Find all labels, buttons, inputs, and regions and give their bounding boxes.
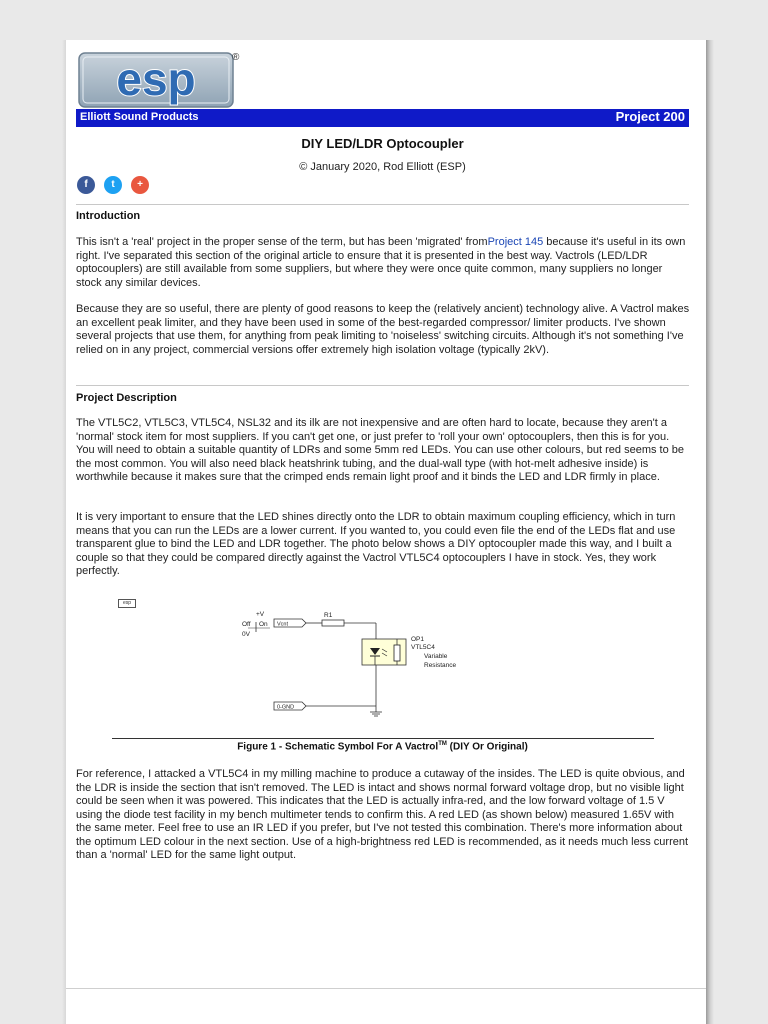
label-resistance: Resistance (424, 662, 457, 669)
esp-logo (78, 52, 234, 108)
logo-text: esp (116, 53, 196, 105)
label-variable: Variable (424, 653, 448, 660)
small-esp-logo: esp (118, 599, 136, 608)
label-off: Off (242, 621, 251, 628)
intro-paragraph-1 (76, 236, 690, 290)
section-divider (76, 385, 689, 386)
facebook-share-icon[interactable]: f (77, 176, 95, 194)
page-shadow-right[interactable] (706, 40, 714, 1024)
description-paragraph-1: The VTL5C2, VTL5C3, VTL5C4, NSL32 and its ilk are not inexpensive and are often hard to locate, because they aren't a 'normal' stock item for most suppliers. If you can't get one, or just prefer to 'roll your own' optocouplers, then this is for you. You will need to obtain a suitable quantity of LDRs and some 5mm red LEDs. You can use other colours, but red seems to be the most common. You will also need black heatshrink tubing, and the dual-wall type (with hot-melt adhesive inside) is worthwhile because it makes sure that the crimped ends remain light proof and it binds the LED and LDR firmly in place. (76, 417, 685, 483)
figure-caption (76, 741, 689, 752)
caption-tail: (DIY Or Original) (446, 741, 528, 753)
caption-tm: TM (438, 741, 447, 747)
registered-mark: ® (232, 52, 240, 63)
intro-text-end: because it's useful in its own right. I've separated this section of the original article to ensure that it is presented in the best way. Vactrols (LED/LDR optocouplers) are still available from some suppliers, but where they were once quite common, many suppliers no longer stock any similar devices. (76, 236, 686, 289)
label-op1: OP1 (411, 636, 425, 643)
figure-rule (112, 738, 654, 739)
intro-text-start: This isn't a 'real' project in the proper sense of the term, but has been 'migrated' from (76, 236, 488, 248)
caption-main: Figure 1 - Schematic Symbol For A Vactrol (237, 741, 439, 753)
label-vtl5c4: VTL5C4 (411, 644, 435, 651)
section-divider (76, 204, 689, 205)
brand-name: Elliott Sound Products (80, 111, 199, 123)
intro-heading: Introduction (76, 210, 141, 222)
description-paragraph-3: For reference, I attacked a VTL5C4 in my milling machine to produce a cutaway of the insides. The LED is quite obvious, and the LDR is inside the section that isn't removed. The LED is intact and shows normal forward voltage drop, but no visible light could be seen when it was powered. This indicates that the LED is actually infra-red, and the low forward voltage of 1.5 V using the diode test facility in my bench multimeter tends to confirm this. A red LED (as shown below) measured 1.65V with the same meter. Feel free to use an IR LED if you prefer, but I've not tested this combination. There's more information about the optimum LED colour in the next section. Use of a high-brightness red LED is recommended, as it needs much less current than a 'normal' LED for the same light output. (76, 768, 689, 861)
label-vcnt: Vcnt (277, 621, 289, 628)
page-bottom-divider (66, 988, 706, 989)
label-plus-v: +V (256, 611, 265, 618)
site-banner (76, 109, 689, 127)
label-r1: R1 (324, 612, 333, 619)
label-gnd: 0-GND (277, 704, 295, 711)
label-0v: 0V (242, 631, 250, 638)
page-title: DIY LED/LDR Optocoupler (301, 136, 464, 151)
description-heading: Project Description (76, 392, 177, 404)
twitter-share-icon[interactable]: t (104, 176, 122, 194)
label-on: On (259, 621, 268, 628)
byline: © January 2020, Rod Elliott (ESP) (299, 161, 466, 173)
vactrol-schematic (230, 608, 500, 720)
intro-paragraph-2: Because they are so useful, there are plenty of good reasons to keep the (relatively ancient) technology alive. A Vactrol makes an excellent peak limiter, and they have been used in some of the best-regarded compressor/ limiter products. I've shown several projects that use them, for anything from peak limiting to 'noiseless' switching circuits. Although it's not something I've relied on in any project, commercial versions offer extremely high isolation voltage (typically 2kV). (76, 303, 690, 356)
more-share-icon[interactable]: + (131, 176, 149, 194)
project-number: Project 200 (615, 109, 685, 124)
project-145-link[interactable]: Project 145 (487, 236, 544, 248)
description-paragraph-2: It is very important to ensure that the LED shines directly onto the LDR to obtain maximum coupling efficiency, which in turn means that you can run the LEDs are a lower current. If you wanted to, you could even file the end of the LEDs flat and use transparent glue to bind the LED and LDR together. The photo below shows a DIY optocoupler made this way, and I built a couple so that they could be compared directly against the Vactrol VTL5C4 optocouplers I have in stock. Yes, they work perfectly. (76, 511, 676, 577)
